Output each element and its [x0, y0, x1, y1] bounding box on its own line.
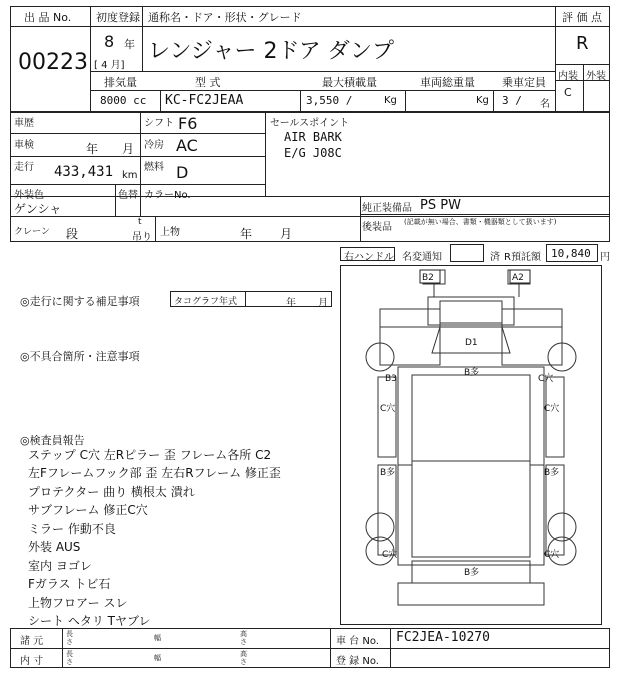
ac-value: AC — [176, 136, 198, 155]
damage-mark: B2 — [422, 273, 434, 283]
color-change-label: 色替 — [118, 190, 138, 201]
grade-label: 評 価 点 — [562, 11, 602, 24]
gross-weight-unit: Kg — [476, 95, 489, 106]
damage-mark: B多 — [544, 468, 560, 478]
loading-year-unit: 年 — [240, 227, 253, 241]
damage-mark: B多 — [464, 568, 480, 578]
model-label: 通称名・ドア・形状・グレード — [148, 11, 302, 24]
inspector-line: ステップ C穴 左Rピラー 歪 フレーム各所 C2 — [28, 448, 272, 462]
type-label: 型 式 — [195, 76, 221, 89]
width-label: 幅 — [154, 634, 161, 642]
inspector-line: サブフレーム 修正C穴 — [28, 503, 148, 517]
capacity-unit: 名 — [540, 99, 550, 110]
registration-label: 登 録 No. — [336, 656, 379, 667]
max-load-value: 3,550 / — [306, 94, 353, 107]
name-change-label: 名変通知 — [402, 252, 442, 263]
aftermarket-label: 後装品 — [362, 222, 392, 233]
recycle-deposit-value: 10,840 — [551, 247, 591, 260]
fuel-label: 燃料 — [144, 162, 164, 173]
interior-label: 内装 — [558, 71, 578, 82]
first-reg-label: 初度登録 — [96, 11, 140, 24]
chassis-label: 車 台 No. — [336, 636, 379, 647]
damage-mark: C穴 — [544, 550, 560, 560]
mileage-unit: km — [122, 170, 138, 181]
color-label: 外装色 — [14, 190, 44, 201]
tachograph-year-unit: 年 — [286, 298, 296, 309]
year-value: 8 — [104, 32, 115, 51]
defects-label: ◎不具合箇所・注意事項 — [20, 350, 140, 363]
height-label: 高さ — [240, 630, 247, 646]
chassis-value: FC2JEA-10270 — [396, 630, 490, 645]
color-value: ゲンシャ — [14, 202, 62, 216]
height-label: 高さ — [240, 650, 247, 666]
crane-lift-unit: 吊り — [132, 232, 152, 243]
inspection-month-unit: 月 — [122, 142, 135, 156]
inspector-line: 上物フロアー スレ — [28, 596, 128, 610]
damage-mark: A2 — [512, 273, 524, 283]
damage-mark: C穴 — [544, 404, 560, 414]
grade-value: R — [576, 33, 589, 54]
inspector-line: Fガラス トビ石 — [28, 577, 111, 591]
done-mark: 済 — [490, 252, 500, 263]
recycle-deposit-label: R預託額 — [504, 252, 541, 263]
damage-diagram — [340, 265, 602, 625]
aftermarket-note: (記載が無い場合、書類・機器類として扱います) — [404, 218, 557, 226]
model-name: レンジャー 2ドア ダンプ — [148, 39, 395, 64]
shift-label: シフト — [144, 118, 174, 129]
width-label: 幅 — [154, 654, 161, 662]
inspector-report-label: ◎検査員報告 — [20, 434, 85, 447]
length-label: 長さ — [66, 650, 73, 666]
month-value: [ 4 月] — [94, 60, 125, 71]
capacity-value: 3 / — [502, 94, 522, 107]
inner-dimensions-label: 内 寸 — [20, 656, 44, 667]
rhd-flag: 右ハンドル — [344, 252, 394, 263]
shift-value: F6 — [178, 114, 198, 133]
max-load-unit: Kg — [384, 95, 397, 106]
equipment-label: 純正装備品 — [362, 203, 412, 214]
inspector-line: 外装 AUS — [28, 540, 81, 554]
interior-value: C — [564, 86, 572, 99]
color-code-label: カラーNo. — [144, 190, 191, 201]
recycle-deposit-unit: 円 — [600, 252, 610, 263]
type-value: KC-FC2JEAA — [165, 93, 244, 108]
inspection-year-unit: 年 — [86, 142, 99, 156]
damage-mark: C穴 — [538, 374, 554, 384]
lot-label: 出 品 No. — [24, 11, 72, 24]
fuel-value: D — [176, 163, 189, 182]
name-change-box — [450, 244, 484, 262]
inspector-line: ミラー 作動不良 — [28, 522, 116, 536]
ac-label: 冷房 — [144, 140, 164, 151]
damage-mark: C穴 — [382, 550, 398, 560]
damage-mark: C穴 — [380, 404, 396, 414]
loading-month-unit: 月 — [280, 227, 293, 241]
sales-point-label: セールスポイント — [270, 118, 350, 129]
inspector-line: プロテクター 曲り 横根太 潰れ — [28, 485, 195, 499]
displacement-value: 8000 cc — [100, 94, 147, 107]
inspection-label: 車検 — [14, 140, 34, 151]
loading-label: 上物 — [160, 227, 180, 238]
specs-label: 諸 元 — [20, 636, 44, 647]
damage-mark: B3 — [385, 374, 397, 384]
max-load-label: 最大積載量 — [322, 76, 377, 89]
inspector-line: 室内 ヨゴレ — [28, 559, 92, 573]
mileage-value: 433,431 — [54, 164, 114, 180]
equipment-value: PS PW — [420, 198, 461, 213]
year-unit: 年 — [124, 38, 135, 51]
damage-mark: B多 — [380, 468, 396, 478]
history-label: 車歴 — [14, 118, 34, 129]
tachograph-month-unit: 月 — [318, 298, 328, 309]
capacity-label: 乗車定員 — [502, 76, 546, 89]
lot-number: 00223 — [18, 50, 88, 75]
crane-stage-unit: 段 — [66, 227, 79, 241]
sales-point-line: E/G J08C — [284, 146, 342, 160]
inspector-line: 左Fフレームフック部 歪 左右Rフレーム 修正歪 — [28, 466, 281, 480]
crane-label: クレーン — [14, 227, 50, 237]
inspector-line: シート ヘタリ Tヤブレ — [28, 614, 151, 628]
displacement-label: 排気量 — [104, 76, 137, 89]
tachograph-label: タコグラフ年式 — [174, 297, 238, 307]
mileage-label: 走行 — [14, 162, 34, 173]
sales-point-line: AIR BARK — [284, 130, 342, 144]
crane-ton-unit: t — [138, 217, 142, 227]
length-label: 長さ — [66, 630, 73, 646]
damage-mark: B多 — [464, 368, 480, 378]
exterior-label: 外装 — [586, 71, 606, 82]
driving-remarks-label: ◎走行に関する補足事項 — [20, 295, 140, 308]
gross-weight-label: 車両総重量 — [420, 76, 475, 89]
damage-mark: D1 — [465, 338, 478, 348]
